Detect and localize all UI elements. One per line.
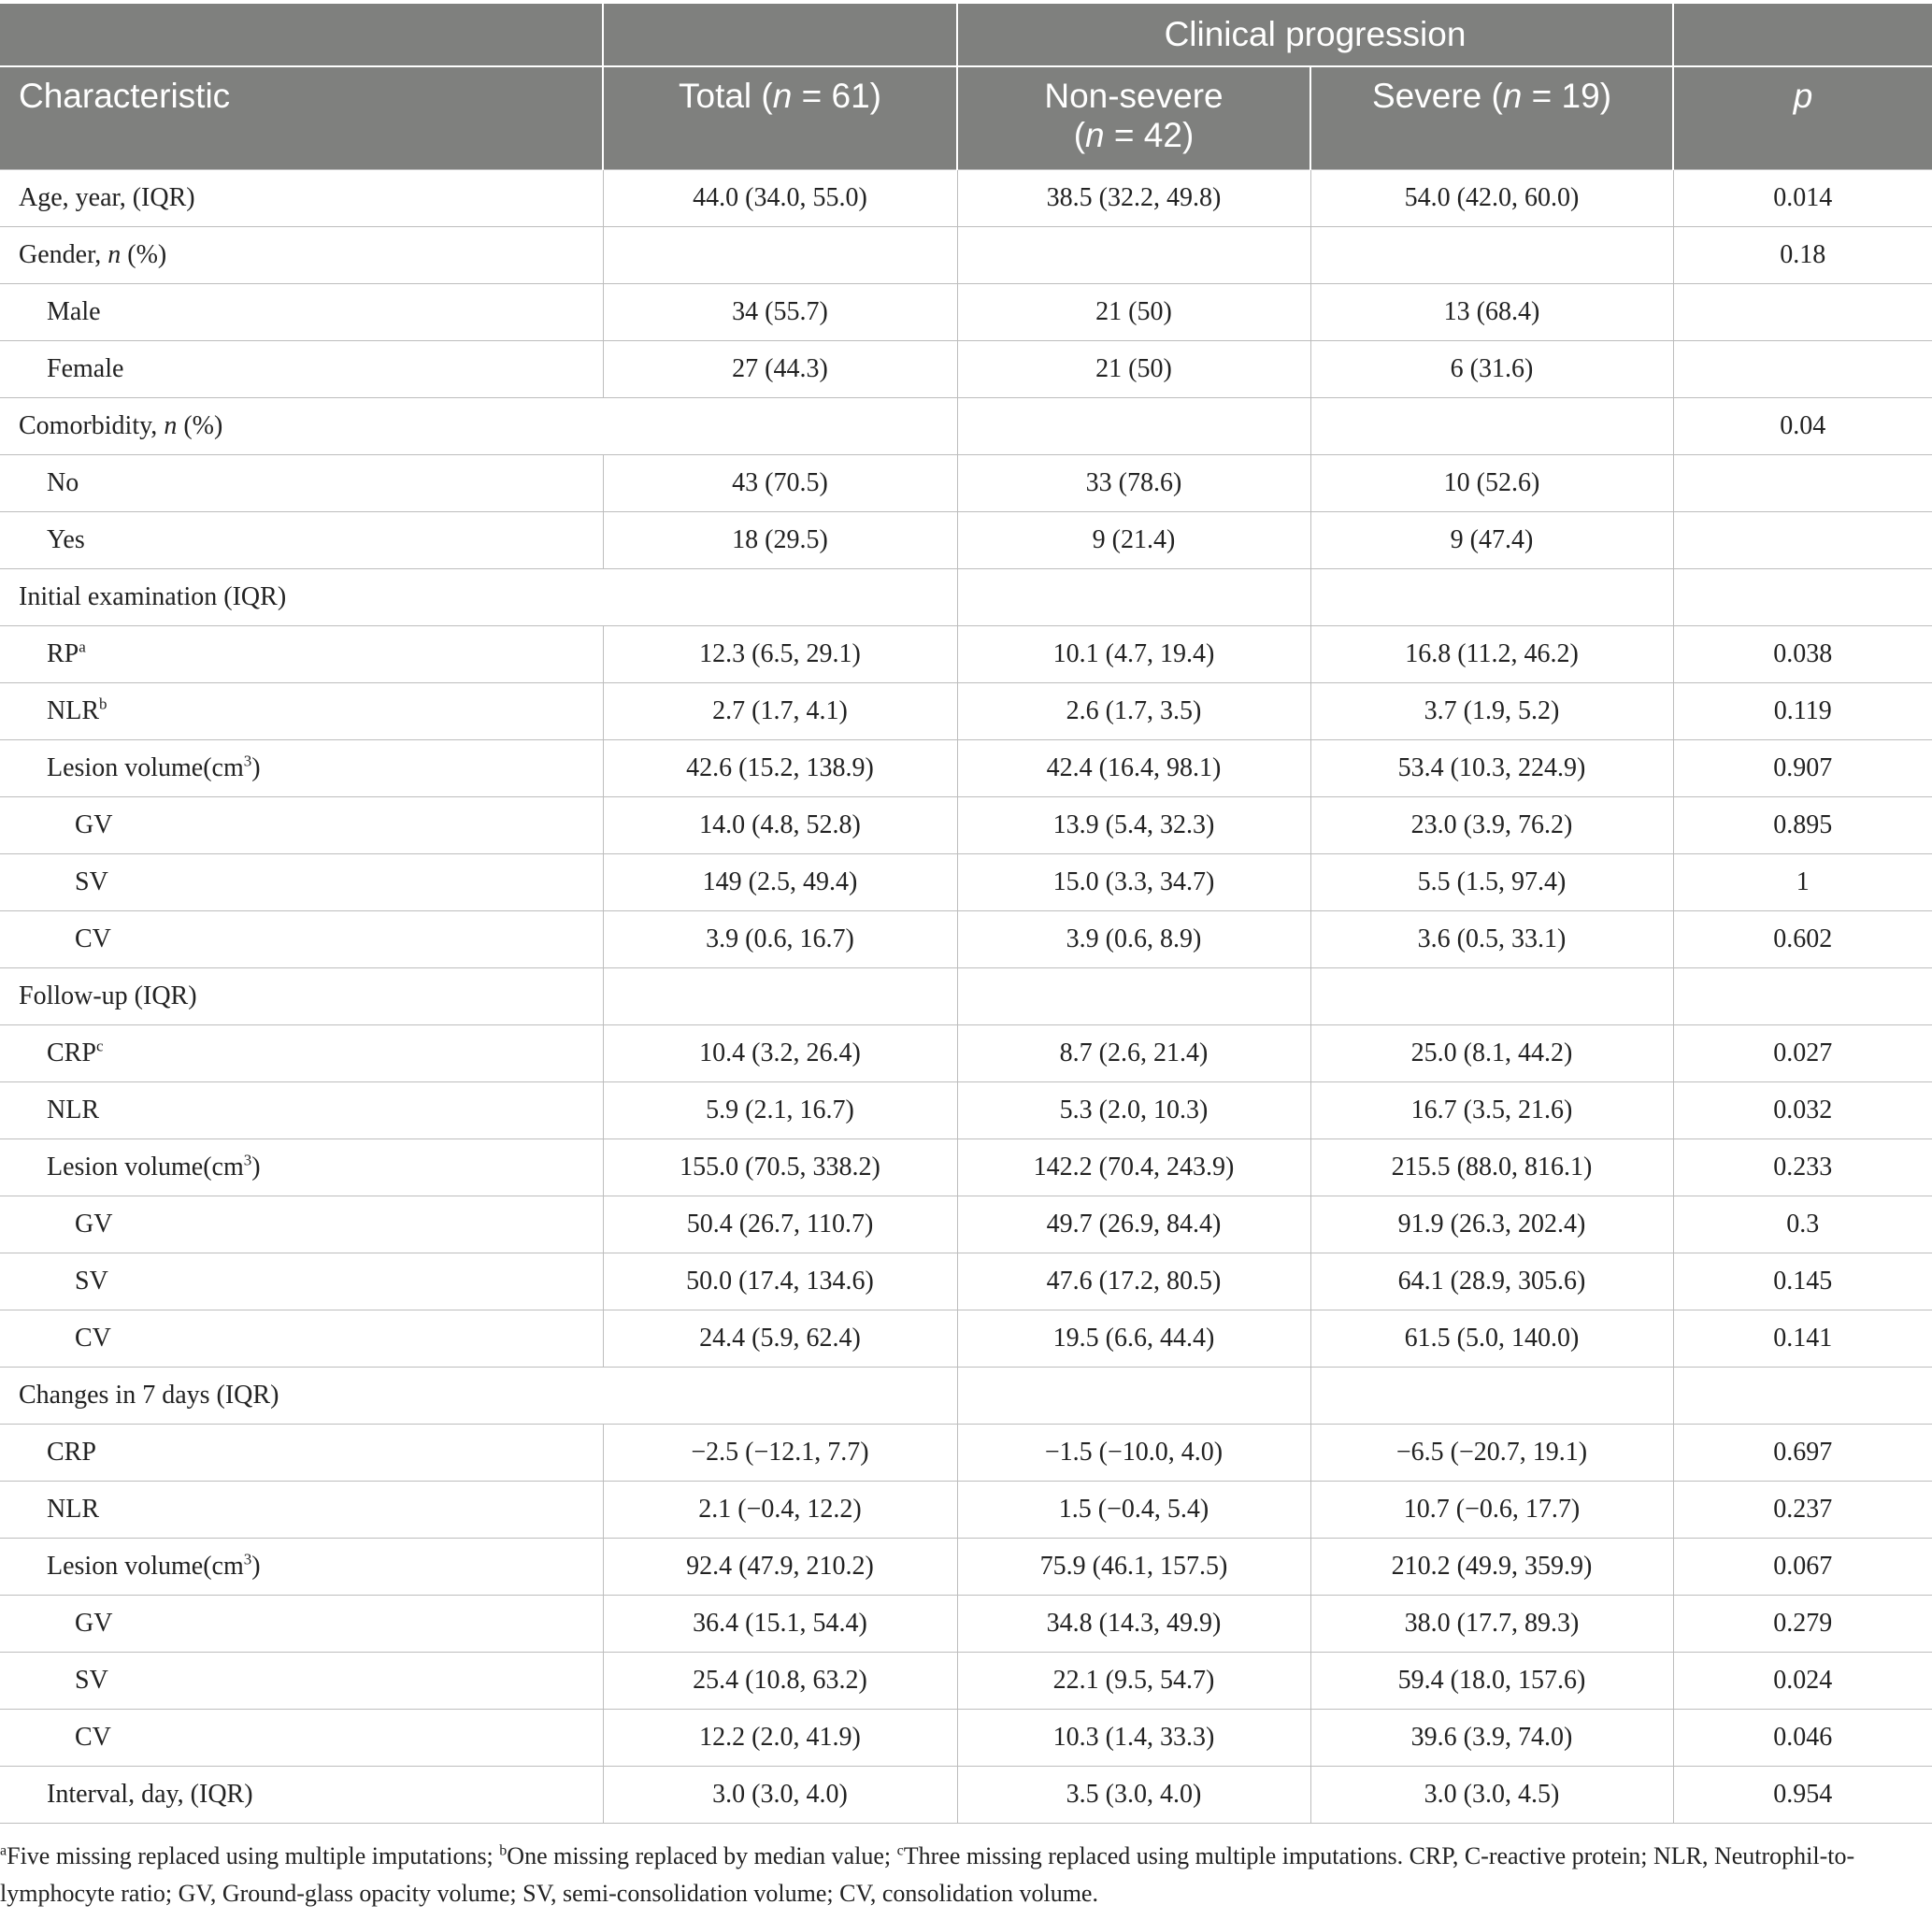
cell-severe: 25.0 (8.1, 44.2): [1310, 1024, 1673, 1081]
row-label: SV: [0, 1253, 603, 1310]
cell-non-severe: 5.3 (2.0, 10.3): [957, 1081, 1310, 1139]
cell-non-severe: 19.5 (6.6, 44.4): [957, 1310, 1310, 1367]
cell-p: 0.907: [1673, 739, 1932, 796]
row-label: CRP: [0, 1424, 603, 1481]
cell-p: [1673, 283, 1932, 340]
cell-p: 0.895: [1673, 796, 1932, 853]
table-row: [0, 1081, 1932, 1139]
row-label: $RP^a$: [0, 625, 603, 682]
cell-p: [1673, 1367, 1932, 1424]
cell-total: −2.5 (−12.1, 7.7): [603, 1424, 957, 1481]
row-label: NLR$^b$: [0, 682, 603, 739]
cell-p: 0.18: [1673, 226, 1932, 283]
cell-severe: 38.0 (17.7, 89.3): [1310, 1595, 1673, 1652]
cell-non-severe: [957, 967, 1310, 1024]
cell-total: 155.0 (70.5, 338.2): [603, 1139, 957, 1196]
cell-p: 0.233: [1673, 1139, 1932, 1196]
cell-p: 0.954: [1673, 1766, 1932, 1823]
cell-p: 0.602: [1673, 910, 1932, 967]
header-severe: Severe (n = 19): [1310, 66, 1673, 169]
table-row: [0, 1196, 1932, 1253]
table-row: [0, 796, 1932, 853]
row-label: Lesion $volume(cm^3)$: [0, 739, 603, 796]
cell-p: 0.237: [1673, 1481, 1932, 1538]
cell-severe: [1310, 967, 1673, 1024]
cell-total: 43 (70.5): [603, 454, 957, 511]
cell-p: 0.038: [1673, 625, 1932, 682]
cell-p: 0.024: [1673, 1652, 1932, 1709]
cell-total: 36.4 (15.1, 54.4): [603, 1595, 957, 1652]
cell-non-severe: [957, 1367, 1310, 1424]
cell-severe: 210.2 (49.9, 359.9): [1310, 1538, 1673, 1595]
cell-p: [1673, 454, 1932, 511]
table-row: [0, 853, 1932, 910]
table-row: [0, 1139, 1932, 1196]
header-clinical-progression: Clinical progression: [957, 4, 1673, 66]
table-row: [0, 910, 1932, 967]
cell-total: [603, 967, 957, 1024]
characteristics-table: [0, 4, 1932, 1824]
section-label: Initial examination (IQR): [0, 568, 957, 625]
cell-total: 50.4 (26.7, 110.7): [603, 1196, 957, 1253]
row-label: Male: [0, 283, 603, 340]
row-label: CV: [0, 1310, 603, 1367]
header-characteristic: Characteristic: [0, 66, 603, 169]
cell-total: 42.6 (15.2, 138.9): [603, 739, 957, 796]
cell-total: 34 (55.7): [603, 283, 957, 340]
cell-non-severe: 49.7 (26.9, 84.4): [957, 1196, 1310, 1253]
cell-p: 0.046: [1673, 1709, 1932, 1766]
cell-severe: 59.4 (18.0, 157.6): [1310, 1652, 1673, 1709]
cell-severe: 13 (68.4): [1310, 283, 1673, 340]
row-label: GV: [0, 796, 603, 853]
table-row: [0, 568, 1932, 625]
table-row: [0, 1481, 1932, 1538]
cell-severe: 3.0 (3.0, 4.5): [1310, 1766, 1673, 1823]
cell-total: 10.4 (3.2, 26.4): [603, 1024, 957, 1081]
cell-severe: [1310, 397, 1673, 454]
table-row: [0, 1709, 1932, 1766]
table-row: [0, 1253, 1932, 1310]
cell-non-severe: 42.4 (16.4, 98.1): [957, 739, 1310, 796]
row-label: Gender, n (%): [0, 226, 603, 283]
row-label: GV: [0, 1196, 603, 1253]
table-row: [0, 1652, 1932, 1709]
cell-non-severe: 13.9 (5.4, 32.3): [957, 796, 1310, 853]
header-group-row: [0, 4, 1932, 66]
table-row: [0, 1367, 1932, 1424]
cell-p: 0.3: [1673, 1196, 1932, 1253]
table-row: [0, 1538, 1932, 1595]
cell-p: 0.697: [1673, 1424, 1932, 1481]
cell-severe: 39.6 (3.9, 74.0): [1310, 1709, 1673, 1766]
table-row: [0, 169, 1932, 226]
cell-severe: −6.5 (−20.7, 19.1): [1310, 1424, 1673, 1481]
cell-non-severe: 34.8 (14.3, 49.9): [957, 1595, 1310, 1652]
cell-total: 149 (2.5, 49.4): [603, 853, 957, 910]
cell-p: 0.119: [1673, 682, 1932, 739]
row-label: Interval, day, (IQR): [0, 1766, 603, 1823]
table-row: [0, 625, 1932, 682]
table-row: [0, 226, 1932, 283]
table-row: [0, 967, 1932, 1024]
cell-severe: 61.5 (5.0, 140.0): [1310, 1310, 1673, 1367]
cell-non-severe: 3.5 (3.0, 4.0): [957, 1766, 1310, 1823]
table-row: [0, 340, 1932, 397]
cell-p: 0.067: [1673, 1538, 1932, 1595]
cell-severe: [1310, 226, 1673, 283]
table-row: [0, 1024, 1932, 1081]
cell-total: 2.7 (1.7, 4.1): [603, 682, 957, 739]
cell-severe: 23.0 (3.9, 76.2): [1310, 796, 1673, 853]
row-label: Comorbidity, n (%): [0, 397, 957, 454]
cell-severe: 10.7 (−0.6, 17.7): [1310, 1481, 1673, 1538]
cell-p: 0.279: [1673, 1595, 1932, 1652]
cell-total: 44.0 (34.0, 55.0): [603, 169, 957, 226]
cell-total: 50.0 (17.4, 134.6): [603, 1253, 957, 1310]
header-empty-cell: [0, 4, 603, 66]
cell-p: 0.145: [1673, 1253, 1932, 1310]
cell-p: [1673, 511, 1932, 568]
row-label: NLR: [0, 1081, 603, 1139]
cell-non-severe: 3.9 (0.6, 8.9): [957, 910, 1310, 967]
cell-p: 0.032: [1673, 1081, 1932, 1139]
cell-total: 27 (44.3): [603, 340, 957, 397]
header-empty-cell: [603, 4, 957, 66]
cell-non-severe: 10.3 (1.4, 33.3): [957, 1709, 1310, 1766]
cell-severe: 64.1 (28.9, 305.6): [1310, 1253, 1673, 1310]
cell-p: 0.014: [1673, 169, 1932, 226]
cell-non-severe: [957, 226, 1310, 283]
cell-p: 0.141: [1673, 1310, 1932, 1367]
cell-non-severe: 15.0 (3.3, 34.7): [957, 853, 1310, 910]
cell-total: 24.4 (5.9, 62.4): [603, 1310, 957, 1367]
cell-non-severe: 21 (50): [957, 340, 1310, 397]
table-row: [0, 511, 1932, 568]
cell-p: 0.04: [1673, 397, 1932, 454]
cell-severe: 9 (47.4): [1310, 511, 1673, 568]
cell-total: 25.4 (10.8, 63.2): [603, 1652, 957, 1709]
cell-severe: 16.7 (3.5, 21.6): [1310, 1081, 1673, 1139]
cell-severe: 3.6 (0.5, 33.1): [1310, 910, 1673, 967]
cell-total: 2.1 (−0.4, 12.2): [603, 1481, 957, 1538]
cell-severe: 215.5 (88.0, 816.1): [1310, 1139, 1673, 1196]
cell-total: 12.2 (2.0, 41.9): [603, 1709, 957, 1766]
cell-non-severe: 47.6 (17.2, 80.5): [957, 1253, 1310, 1310]
cell-severe: 91.9 (26.3, 202.4): [1310, 1196, 1673, 1253]
cell-total: 5.9 (2.1, 16.7): [603, 1081, 957, 1139]
cell-total: 3.0 (3.0, 4.0): [603, 1766, 957, 1823]
cell-total: 92.4 (47.9, 210.2): [603, 1538, 957, 1595]
table-row: [0, 1424, 1932, 1481]
row-label: SV: [0, 1652, 603, 1709]
cell-non-severe: 75.9 (46.1, 157.5): [957, 1538, 1310, 1595]
cell-non-severe: 38.5 (32.2, 49.8): [957, 169, 1310, 226]
cell-severe: 10 (52.6): [1310, 454, 1673, 511]
header-empty-cell: [1673, 4, 1932, 66]
cell-non-severe: 22.1 (9.5, 54.7): [957, 1652, 1310, 1709]
cell-severe: 5.5 (1.5, 97.4): [1310, 853, 1673, 910]
row-label: Yes: [0, 511, 603, 568]
table-row: [0, 739, 1932, 796]
cell-severe: [1310, 568, 1673, 625]
cell-severe: 3.7 (1.9, 5.2): [1310, 682, 1673, 739]
cell-non-severe: [957, 568, 1310, 625]
table-body: [0, 169, 1932, 1823]
cell-p: 0.027: [1673, 1024, 1932, 1081]
cell-non-severe: 8.7 (2.6, 21.4): [957, 1024, 1310, 1081]
table-row: [0, 397, 1932, 454]
row-label: Lesion $volume(cm^3)$: [0, 1139, 603, 1196]
cell-non-severe: 142.2 (70.4, 243.9): [957, 1139, 1310, 1196]
cell-p: [1673, 568, 1932, 625]
row-label: Lesion $volume(cm^3)$: [0, 1538, 603, 1595]
cell-severe: 53.4 (10.3, 224.9): [1310, 739, 1673, 796]
cell-severe: 54.0 (42.0, 60.0): [1310, 169, 1673, 226]
row-label: SV: [0, 853, 603, 910]
cell-non-severe: [957, 397, 1310, 454]
row-label: NLR: [0, 1481, 603, 1538]
table-footnote: $^a$Five missing replaced using multiple imputations; $^b$One missing replaced by median value; $^c$Three missing replaced using multiple imputations. CRP, C-reactive protein; NLR, Neutrophil-to-lymphocyte ratio; GV, Ground-glass opacity volume; SV, semi-consolidation volume; CV, consolidation volume.: [0, 1842, 1855, 1907]
cell-non-severe: 10.1 (4.7, 19.4): [957, 625, 1310, 682]
cell-p: [1673, 967, 1932, 1024]
cell-total: [603, 226, 957, 283]
cell-non-severe: 21 (50): [957, 283, 1310, 340]
cell-severe: [1310, 1367, 1673, 1424]
row-label: CRP$^c$: [0, 1024, 603, 1081]
header-non-severe: Non-severe (n = 42): [957, 66, 1310, 169]
table-row: [0, 454, 1932, 511]
cell-non-severe: 2.6 (1.7, 3.5): [957, 682, 1310, 739]
cell-non-severe: −1.5 (−10.0, 4.0): [957, 1424, 1310, 1481]
cell-total: 14.0 (4.8, 52.8): [603, 796, 957, 853]
row-label: CV: [0, 910, 603, 967]
header-total: Total (n = 61): [603, 66, 957, 169]
row-label: Female: [0, 340, 603, 397]
table-header: [0, 4, 1932, 169]
cell-p: [1673, 340, 1932, 397]
cell-p: 1: [1673, 853, 1932, 910]
cell-non-severe: 33 (78.6): [957, 454, 1310, 511]
row-label: CV: [0, 1709, 603, 1766]
row-label: GV: [0, 1595, 603, 1652]
section-label: Changes in 7 days (IQR): [0, 1367, 957, 1424]
cell-total: 3.9 (0.6, 16.7): [603, 910, 957, 967]
table-row: [0, 1310, 1932, 1367]
cell-non-severe: 9 (21.4): [957, 511, 1310, 568]
row-label: Age, year, (IQR): [0, 169, 603, 226]
table-row: [0, 682, 1932, 739]
table-row: [0, 1766, 1932, 1823]
header-column-row: [0, 66, 1932, 169]
cell-total: 18 (29.5): [603, 511, 957, 568]
cell-severe: 16.8 (11.2, 46.2): [1310, 625, 1673, 682]
cell-severe: 6 (31.6): [1310, 340, 1673, 397]
cell-non-severe: 1.5 (−0.4, 5.4): [957, 1481, 1310, 1538]
table-row: [0, 1595, 1932, 1652]
section-label: Follow-up (IQR): [0, 967, 603, 1024]
table-row: [0, 283, 1932, 340]
cell-total: 12.3 (6.5, 29.1): [603, 625, 957, 682]
header-p-value: p: [1673, 66, 1932, 169]
row-label: No: [0, 454, 603, 511]
